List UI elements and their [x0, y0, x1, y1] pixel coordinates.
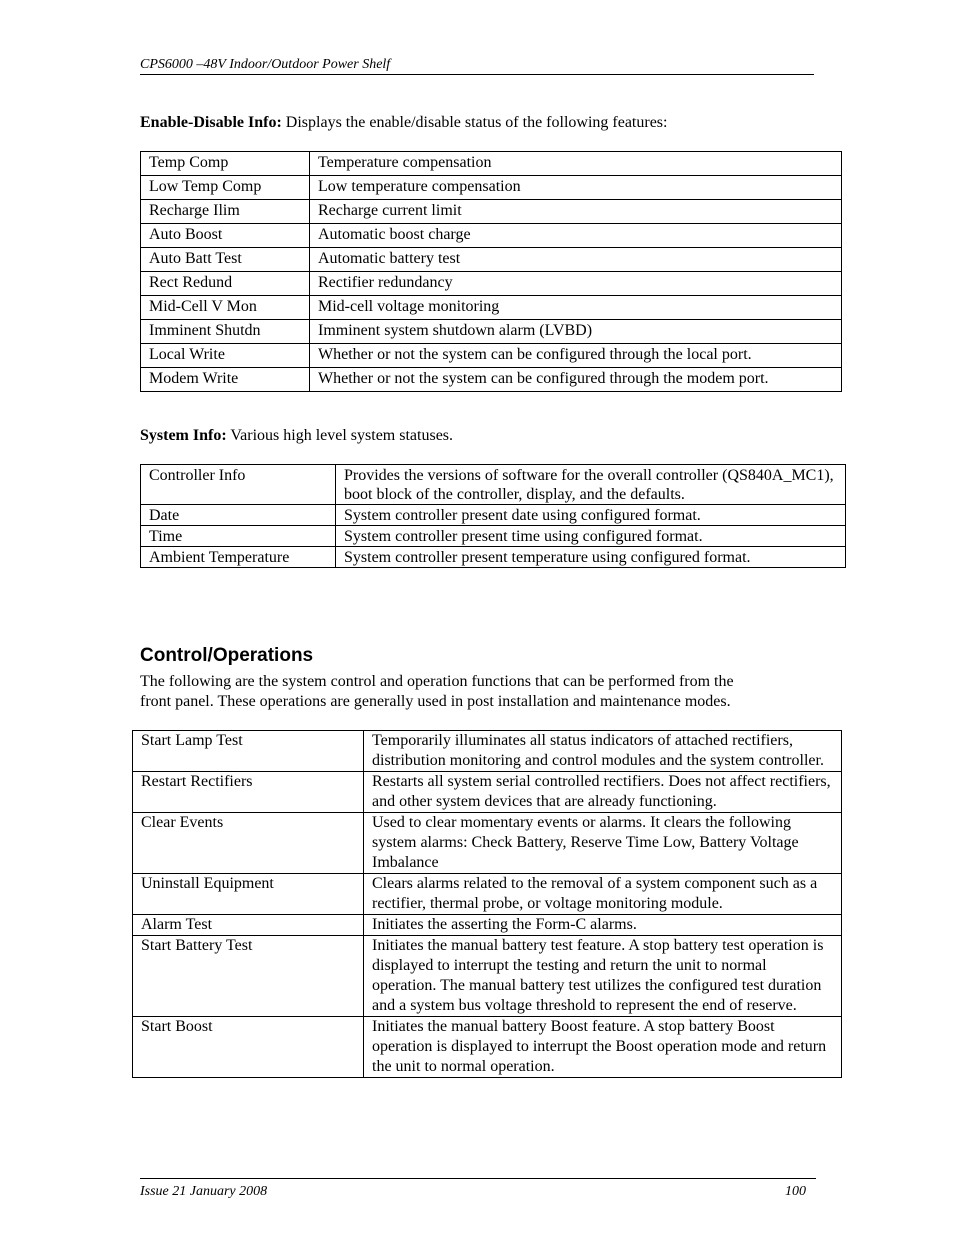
table-row — [133, 813, 842, 874]
table-row — [141, 224, 842, 248]
status-desc: Provides the versions of software for the overall controller (QS840A_MC1), boot block of the controller, display, and the defaults. — [336, 465, 846, 505]
table-row — [141, 465, 846, 505]
feature-desc: Mid-cell voltage monitoring — [310, 296, 842, 320]
feature-name: Auto Batt Test — [141, 248, 310, 272]
operation-desc: Temporarily illuminates all status indicators of attached rectifiers, distribution monitoring and control modules and the system controller. — [364, 731, 842, 772]
table-row — [133, 731, 842, 772]
feature-name: Low Temp Comp — [141, 176, 310, 200]
table-row — [141, 248, 842, 272]
page-footer — [140, 1178, 816, 1205]
status-desc: System controller present temperature using configured format. — [336, 547, 846, 568]
table-row — [141, 368, 842, 392]
control-intro — [140, 672, 734, 712]
table-row — [133, 936, 842, 1017]
status-desc: System controller present time using configured format. — [336, 526, 846, 547]
operation-name: Start Battery Test — [133, 936, 364, 1017]
enable-disable-table — [140, 151, 842, 392]
page-header — [140, 56, 814, 75]
document-title: CPS6000 –48V Indoor/Outdoor Power Shelf — [140, 57, 391, 72]
enable-disable-intro — [140, 113, 667, 133]
feature-name: Rect Redund — [141, 272, 310, 296]
table-row — [141, 272, 842, 296]
operation-desc: Clears alarms related to the removal of a system component such as a rectifier, thermal probe, or voltage monitoring module. — [364, 874, 842, 915]
operation-name: Start Boost — [133, 1017, 364, 1078]
status-name: Ambient Temperature — [141, 547, 336, 568]
operation-desc: Restarts all system serial controlled rectifiers. Does not affect rectifiers, and other system devices that are already functioning. — [364, 772, 842, 813]
feature-name: Mid-Cell V Mon — [141, 296, 310, 320]
feature-desc: Low temperature compensation — [310, 176, 842, 200]
feature-desc: Whether or not the system can be configured through the modem port. — [310, 368, 842, 392]
operation-name: Alarm Test — [133, 915, 364, 936]
section-title: Control/Operations — [140, 645, 314, 666]
table-row — [141, 344, 842, 368]
system-info-label: System Info: — [140, 427, 227, 444]
table-row — [133, 915, 842, 936]
feature-name: Temp Comp — [141, 152, 310, 176]
operation-desc: Initiates the manual battery Boost feature. A stop battery Boost operation is displayed to interrupt the Boost operation mode and return the unit to normal operation. — [364, 1017, 842, 1078]
table-row — [141, 526, 846, 547]
feature-desc: Automatic battery test — [310, 248, 842, 272]
operation-desc: Used to clear momentary events or alarms. It clears the following system alarms: Check Battery, Reserve Time Low, Battery Voltage Imbalance — [364, 813, 842, 874]
operation-desc: Initiates the asserting the Form-C alarms. — [364, 915, 842, 936]
table-row — [141, 296, 842, 320]
status-name: Time — [141, 526, 336, 547]
control-intro-line2: front panel. These operations are generally used in post installation and maintenance modes. — [140, 693, 731, 710]
feature-name: Local Write — [141, 344, 310, 368]
feature-desc: Temperature compensation — [310, 152, 842, 176]
table-row — [141, 547, 846, 568]
control-intro-line1: The following are the system control and operation functions that can be performed from the — [140, 673, 734, 690]
feature-desc: Whether or not the system can be configured through the local port. — [310, 344, 842, 368]
system-info-intro — [140, 426, 453, 446]
issue-date: Issue 21 January 2008 — [140, 1184, 268, 1199]
feature-name: Auto Boost — [141, 224, 310, 248]
enable-disable-text: Displays the enable/disable status of the following features: — [281, 114, 668, 131]
table-row — [133, 772, 842, 813]
operation-name: Clear Events — [133, 813, 364, 874]
system-info-text: Various high level system statuses. — [226, 427, 454, 444]
table-row — [133, 874, 842, 915]
status-name: Controller Info — [141, 465, 336, 505]
operation-name: Uninstall Equipment — [133, 874, 364, 915]
feature-desc: Rectifier redundancy — [310, 272, 842, 296]
table-row — [141, 200, 842, 224]
operation-name: Start Lamp Test — [133, 731, 364, 772]
feature-name: Modem Write — [141, 368, 310, 392]
enable-disable-label: Enable-Disable Info: — [140, 114, 282, 131]
feature-name: Imminent Shutdn — [141, 320, 310, 344]
operation-desc: Initiates the manual battery test feature. A stop battery test operation is displayed to interrupt the testing and return the unit to normal operation. The manual battery test utilizes the configured test duration and a system bus voltage threshold to represent the end of reserve. — [364, 936, 842, 1017]
table-row — [141, 320, 842, 344]
feature-desc: Imminent system shutdown alarm (LVBD) — [310, 320, 842, 344]
feature-desc: Automatic boost charge — [310, 224, 842, 248]
feature-name: Recharge Ilim — [141, 200, 310, 224]
status-name: Date — [141, 505, 336, 526]
system-info-table — [140, 464, 846, 568]
operation-name: Restart Rectifiers — [133, 772, 364, 813]
feature-desc: Recharge current limit — [310, 200, 842, 224]
table-row — [133, 1017, 842, 1078]
page-number: 100 — [785, 1184, 806, 1199]
status-desc: System controller present date using configured format. — [336, 505, 846, 526]
control-operations-table — [132, 730, 842, 1078]
table-row — [141, 176, 842, 200]
table-row — [141, 152, 842, 176]
table-row — [141, 505, 846, 526]
